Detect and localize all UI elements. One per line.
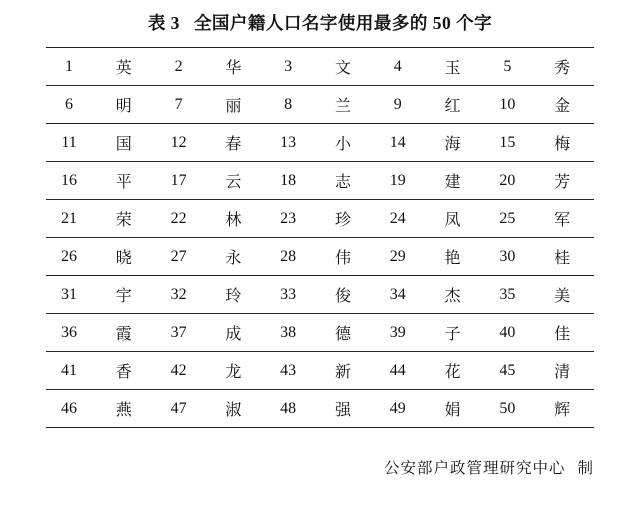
rank-number-cell: 17 (170, 171, 187, 189)
name-character-cell: 芳 (554, 174, 571, 191)
table-title-label: 表 3 (147, 13, 180, 33)
rank-number-cell: 16 (61, 171, 78, 189)
name-character-cell: 成 (225, 326, 242, 343)
rank-number-cell: 4 (393, 57, 402, 75)
rank-number-cell: 1 (65, 57, 74, 75)
name-character-cell: 俊 (334, 288, 351, 305)
rank-number-cell: 27 (170, 247, 187, 265)
table-row (46, 86, 594, 124)
rank-number-cell: 19 (389, 171, 406, 189)
name-character-cell: 玲 (225, 288, 242, 305)
table-source-note (46, 428, 594, 478)
rank-number-cell: 15 (499, 133, 516, 151)
name-character-cell: 永 (225, 250, 242, 267)
name-character-cell: 平 (115, 174, 132, 191)
source-suffix: 制 (577, 460, 594, 477)
name-character-cell: 子 (444, 326, 461, 343)
name-character-cell: 华 (225, 60, 242, 77)
name-character-cell: 佳 (554, 326, 571, 343)
name-character-cell: 志 (334, 174, 351, 191)
name-character-cell: 明 (115, 98, 132, 115)
table-title (0, 0, 640, 47)
rank-number-cell: 7 (174, 95, 183, 113)
name-character-cell: 小 (334, 136, 351, 153)
table-row (46, 48, 594, 86)
rank-number-cell: 42 (170, 361, 187, 379)
rank-number-cell: 31 (61, 285, 78, 303)
table-row (46, 238, 594, 276)
name-character-cell: 丽 (225, 98, 242, 115)
rank-number-cell: 38 (280, 323, 297, 341)
rank-number-cell: 46 (61, 399, 78, 417)
rank-number-cell: 20 (499, 171, 516, 189)
name-character-cell: 荣 (115, 212, 132, 229)
rank-number-cell: 34 (389, 285, 406, 303)
name-character-cell: 国 (115, 136, 132, 153)
name-character-cell: 宇 (115, 288, 132, 305)
rank-number-cell: 40 (499, 323, 516, 341)
rank-number-cell: 3 (284, 57, 293, 75)
table-title-text: 全国户籍人口名字使用最多的 50 个字 (193, 13, 493, 33)
rank-number-cell: 22 (170, 209, 187, 227)
name-character-cell: 清 (554, 364, 571, 381)
table-row (46, 124, 594, 162)
table-row (46, 200, 594, 238)
table-body (46, 48, 594, 428)
name-character-cell: 香 (115, 364, 132, 381)
rank-number-cell: 32 (170, 285, 187, 303)
rank-number-cell: 6 (65, 95, 74, 113)
rank-number-cell: 41 (61, 361, 78, 379)
rank-number-cell: 18 (280, 171, 297, 189)
table-row (46, 390, 594, 428)
rank-number-cell: 47 (170, 399, 187, 417)
name-character-cell: 海 (444, 136, 461, 153)
rank-number-cell: 13 (280, 133, 297, 151)
name-character-cell: 霞 (115, 326, 132, 343)
name-character-cell: 花 (444, 364, 461, 381)
rank-number-cell: 49 (389, 399, 406, 417)
rank-number-cell: 35 (499, 285, 516, 303)
table-row (46, 352, 594, 390)
name-character-cell: 淑 (225, 402, 242, 419)
rank-number-cell: 21 (61, 209, 78, 227)
name-character-cell: 文 (334, 60, 351, 77)
name-character-cell: 杰 (444, 288, 461, 305)
rank-number-cell: 10 (499, 95, 516, 113)
name-character-cell: 龙 (225, 364, 242, 381)
rank-number-cell: 24 (389, 209, 406, 227)
rank-number-cell: 48 (280, 399, 297, 417)
table-row (46, 162, 594, 200)
rank-number-cell: 33 (280, 285, 297, 303)
name-character-cell: 新 (334, 364, 351, 381)
name-character-cell: 燕 (115, 402, 132, 419)
rank-number-cell: 37 (170, 323, 187, 341)
name-character-cell: 娟 (444, 402, 461, 419)
name-character-cell: 军 (554, 212, 571, 229)
rank-number-cell: 44 (389, 361, 406, 379)
name-character-cell: 建 (444, 174, 461, 191)
table-row (46, 314, 594, 352)
name-character-cell: 伟 (334, 250, 351, 267)
name-character-cell: 金 (554, 98, 571, 115)
rank-number-cell: 36 (61, 323, 78, 341)
name-character-cell: 珍 (334, 212, 351, 229)
name-character-cell: 艳 (444, 250, 461, 267)
rank-number-cell: 9 (393, 95, 402, 113)
rank-number-cell: 45 (499, 361, 516, 379)
rank-number-cell: 23 (280, 209, 297, 227)
table-row (46, 276, 594, 314)
rank-number-cell: 8 (284, 95, 293, 113)
name-character-cell: 辉 (554, 402, 571, 419)
name-character-cell: 云 (225, 174, 242, 191)
rank-number-cell: 50 (499, 399, 516, 417)
rank-number-cell: 25 (499, 209, 516, 227)
name-character-cell: 林 (225, 212, 242, 229)
rank-number-cell: 5 (503, 57, 512, 75)
name-character-cell: 英 (115, 60, 132, 77)
rank-number-cell: 39 (389, 323, 406, 341)
rank-number-cell: 11 (61, 133, 77, 151)
rank-number-cell: 12 (170, 133, 187, 151)
name-character-cell: 美 (554, 288, 571, 305)
name-character-cell: 秀 (554, 60, 571, 77)
rank-number-cell: 29 (389, 247, 406, 265)
name-character-cell: 玉 (444, 60, 461, 77)
name-character-rank-table (46, 47, 594, 428)
rank-number-cell: 2 (174, 57, 183, 75)
name-character-cell: 兰 (334, 98, 351, 115)
name-character-cell: 凤 (444, 212, 461, 229)
name-character-cell: 桂 (554, 250, 571, 267)
rank-number-cell: 28 (280, 247, 297, 265)
name-character-cell: 强 (334, 402, 351, 419)
rank-number-cell: 43 (280, 361, 297, 379)
rank-number-cell: 14 (389, 133, 406, 151)
rank-number-cell: 26 (61, 247, 78, 265)
name-character-cell: 梅 (554, 136, 571, 153)
name-character-cell: 红 (444, 98, 461, 115)
name-character-cell: 德 (334, 326, 351, 343)
source-organization: 公安部户政管理研究中心 (383, 460, 566, 477)
name-character-cell: 晓 (115, 250, 132, 267)
name-character-cell: 春 (225, 136, 242, 153)
rank-number-cell: 30 (499, 247, 516, 265)
